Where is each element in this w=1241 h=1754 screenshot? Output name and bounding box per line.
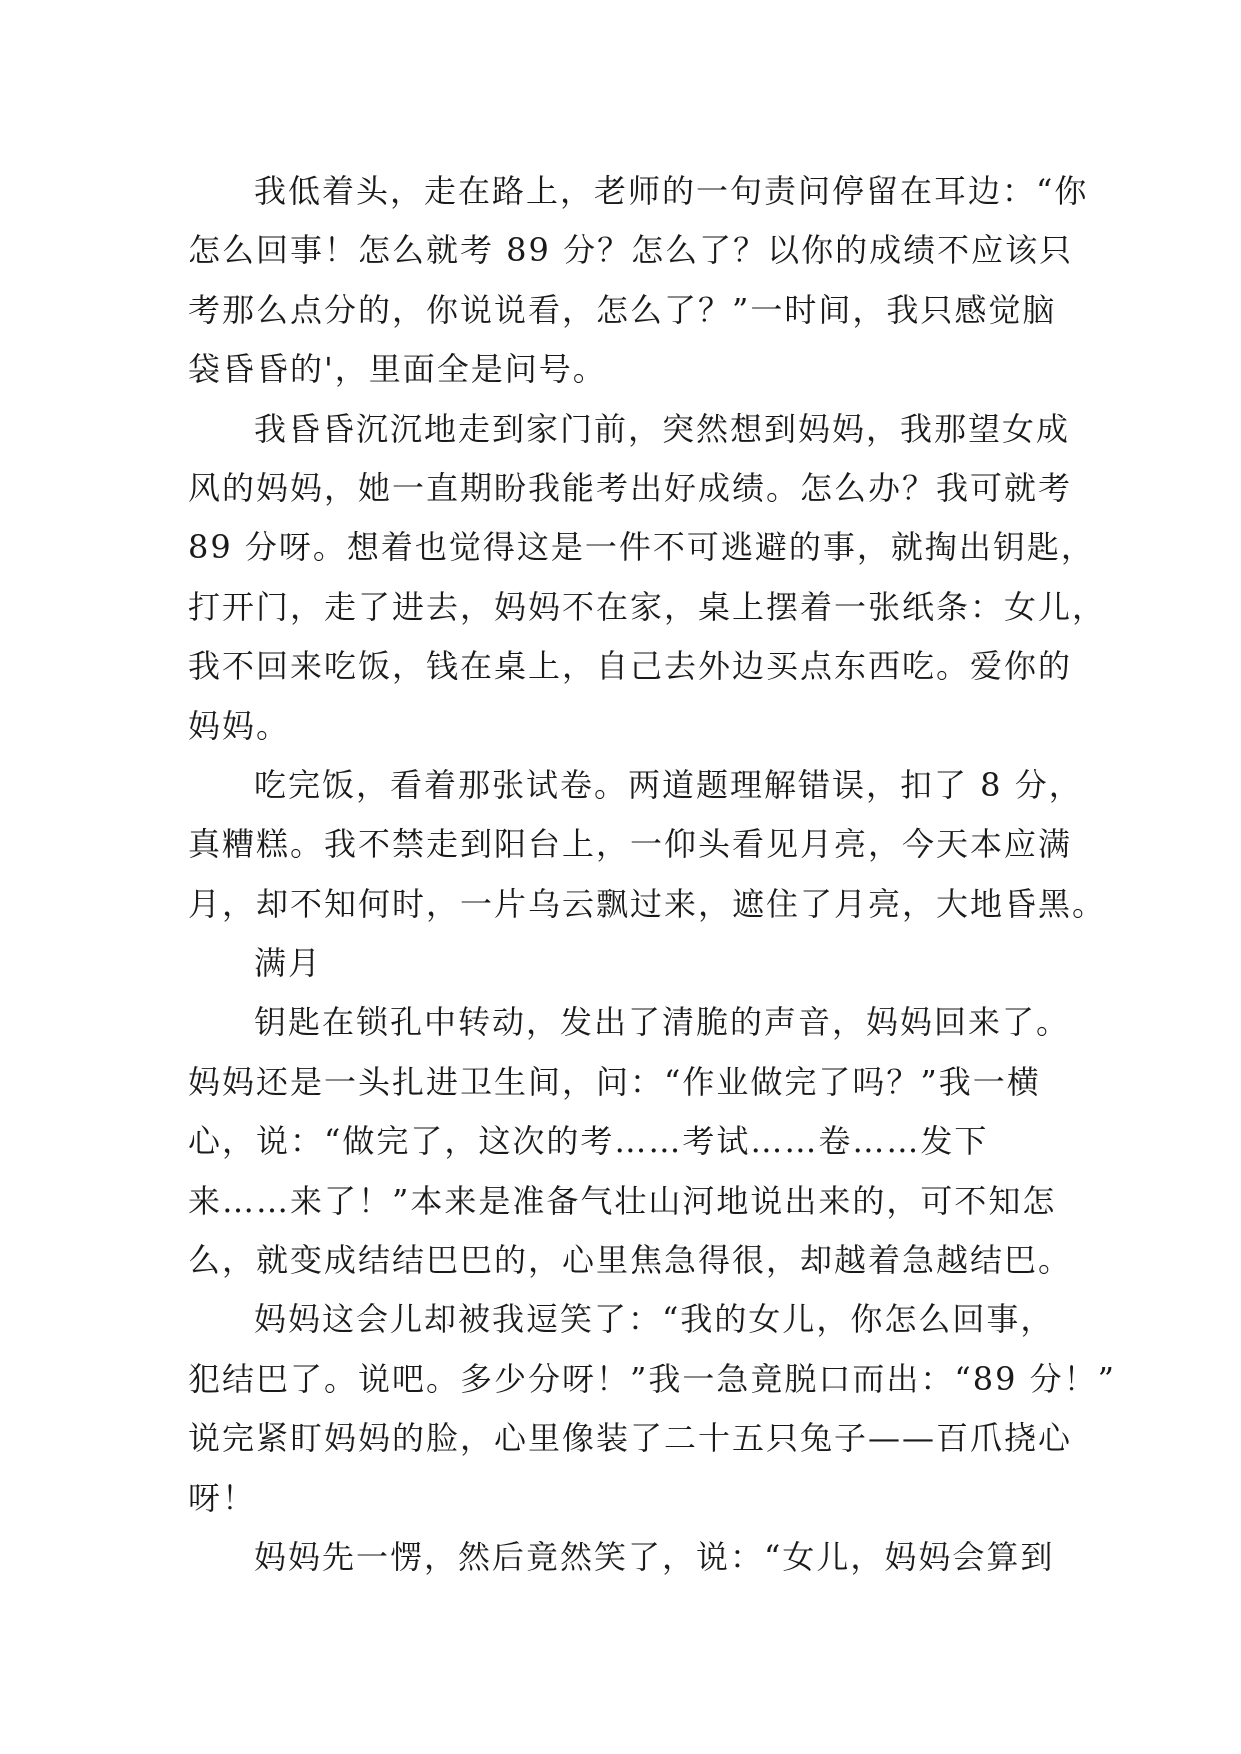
text-line: 妈妈先一愣，然后竟然笑了，说：“女儿，妈妈会算到 bbox=[254, 1537, 1055, 1576]
text-line: 袋昏昏的'，里面全是问号。 bbox=[188, 350, 607, 389]
text-line: 么，就变成结结巴巴的，心里焦急得很，却越着急越结巴。 bbox=[188, 1241, 1073, 1280]
text-line: 犯结巴了。说吧。多少分呀！”我一急竟脱口而出：“89 分！” bbox=[188, 1359, 1116, 1398]
text-line: 月，却不知何时，一片乌云飘过来，遮住了月亮，大地昏黑。 bbox=[188, 884, 1107, 923]
text-line: 真糟糕。我不禁走到阳台上，一仰头看见月亮，今天本应满 bbox=[188, 825, 1073, 864]
text-line: 妈妈这会儿却被我逗笑了：“我的女儿，你怎么回事， bbox=[254, 1300, 1055, 1339]
text-line: 风的妈妈，她一直期盼我能考出好成绩。怎么办？我可就考 bbox=[188, 468, 1073, 507]
text-line: 打开门，走了进去，妈妈不在家，桌上摆着一张纸条：女儿， bbox=[188, 587, 1107, 626]
text-line: 钥匙在锁孔中转动，发出了清脆的声音，妈妈回来了。 bbox=[254, 1003, 1071, 1042]
text-line: 怎么回事！怎么就考 89 分？怎么了？以你的成绩不应该只 bbox=[188, 231, 1074, 270]
text-line: 我昏昏沉沉地走到家门前，突然想到妈妈，我那望女成 bbox=[254, 409, 1071, 448]
text-line: 我低着头，走在路上，老师的一句责问停留在耳边：“你 bbox=[254, 172, 1089, 210]
text-line: 考那么点分的，你说说看，怎么了？”一时间，我只感觉脑 bbox=[188, 290, 1057, 329]
text-line: 妈妈还是一头扎进卫生间，问：“作业做完了吗？”我一横 bbox=[188, 1062, 1041, 1101]
text-line: 满月 bbox=[254, 944, 323, 983]
text-line: 说完紧盯妈妈的脸，心里像装了二十五只兔子——百爪挠心 bbox=[188, 1419, 1073, 1458]
text-line: 来……来了！”本来是准备气壮山河地说出来的，可不知怎 bbox=[188, 1181, 1057, 1220]
text-line: 吃完饭，看着那张试卷。两道题理解错误，扣了 8 分， bbox=[254, 765, 1083, 804]
text-line: 89 分呀。想着也觉得这是一件不可逃避的事，就掏出钥匙， bbox=[188, 528, 1095, 567]
text-line: 我不回来吃饭，钱在桌上，自己去外边买点东西吃。爱你的 bbox=[188, 647, 1073, 686]
text-line: 心，说：“做完了，这次的考……考试……卷……发下 bbox=[188, 1122, 989, 1161]
body-text bbox=[188, 162, 1116, 1587]
text-line: 呀！ bbox=[188, 1478, 257, 1517]
text-line: 妈妈。 bbox=[188, 706, 291, 745]
